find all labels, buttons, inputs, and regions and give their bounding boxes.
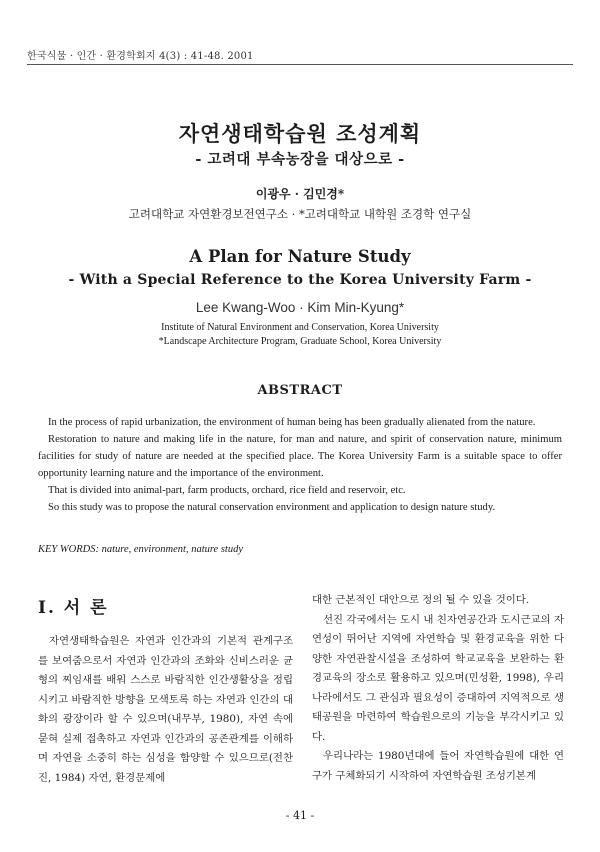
abstract-heading: ABSTRACT [257, 383, 343, 398]
korean-authors: 이광우 · 김민경* [255, 187, 345, 201]
english-authors: Lee Kwang-Woo · Kim Min-Kyung* [195, 300, 405, 315]
english-affiliation-2: *Landscape Architecture Program, Graduate School, Korea University [158, 336, 442, 347]
english-affiliation-1: Institute of Natural Environment and Conservation, Korea University [161, 322, 439, 333]
body-paragraph: 선진 각국에서는 도시 내 친자연공간과 도시근교의 자연성이 뛰어난 지역에 자연학습 및 환경교육을 위한 다양한 자연관찰시설을 조성하여 학교교육을 보완하는 환경교육의 장소로 활용하고 있으며(민성환, 1998), 우리나라에서도 그 관심과 필요성이 증대하여 지역적으로 생태공원을 마련하여 학습원으로의 기능을 부각시키고 있다. [312, 613, 564, 743]
abstract-body [38, 414, 562, 516]
english-subtitle: - With a Special Reference to the Korea University Farm - [68, 272, 532, 288]
keywords: KEY WORDS: nature, environment, nature study [38, 544, 244, 555]
abstract-paragraph: So this study was to propose the natural conservation environment and application to design nature study. [48, 502, 496, 513]
abstract-paragraph: In the process of rapid urbanization, the environment of human being has been gradually alienated from the nature. [48, 417, 536, 428]
right-column [312, 591, 564, 786]
abstract-paragraph: Restoration to nature and making life in the nature, for man and nature, and spirit of conservation nature, minimum facilities for study of nature are needed at the specified place. The Korea University Farm is a suitable space to offer opportunity learning nature and the importance of the environment. [38, 434, 562, 479]
section-heading: Ⅰ. 서 론 [38, 598, 109, 618]
body-paragraph: 자연생태학습원은 자연과 인간과의 기본적 관계구조를 보여줌으로서 자연과 인간과의 조화와 신비스러운 균형의 찌임새를 배워 스스로 바람직한 인간생활상을 정립시키고 바람직한 방향을 모색토록 하는 자연과 인간의 대화의 광장이라 할 수 있으며(내무부, 1980), 자연 속에 묻혀 실제 접촉하고 자연과 인간과의 공존관계를 이해하며 자연을 소중히 하는 심성을 함양할 수 있으므로(전찬진, 1984) 자연, 환경문제에 [38, 635, 293, 784]
korean-title: 자연생태학습원 조성계획 [178, 121, 422, 146]
header-rule [27, 64, 573, 65]
body-paragraph: 대한 근본적인 대안으로 정의 될 수 있을 것이다. [312, 594, 530, 606]
korean-affiliation: 고려대학교 자연환경보전연구소 · *고려대학교 내학원 조경학 연구실 [128, 207, 472, 221]
left-column [38, 632, 293, 788]
page-number: - 41 - [285, 809, 315, 822]
korean-subtitle: - 고려대 부속농장을 대상으로 - [195, 151, 405, 168]
english-title: A Plan for Nature Study [189, 247, 411, 266]
body-paragraph: 우리나라는 1980년대에 들어 자연학습원에 대한 연구가 구체화되기 시작하여 자연학습원 조성기본계 [312, 750, 564, 782]
abstract-paragraph: That is divided into animal-part, farm products, orchard, rice field and reservoir, etc. [48, 485, 406, 496]
journal-header: 한국식물 · 인간 · 환경학회지 4(3) : 41-48. 2001 [27, 51, 254, 62]
